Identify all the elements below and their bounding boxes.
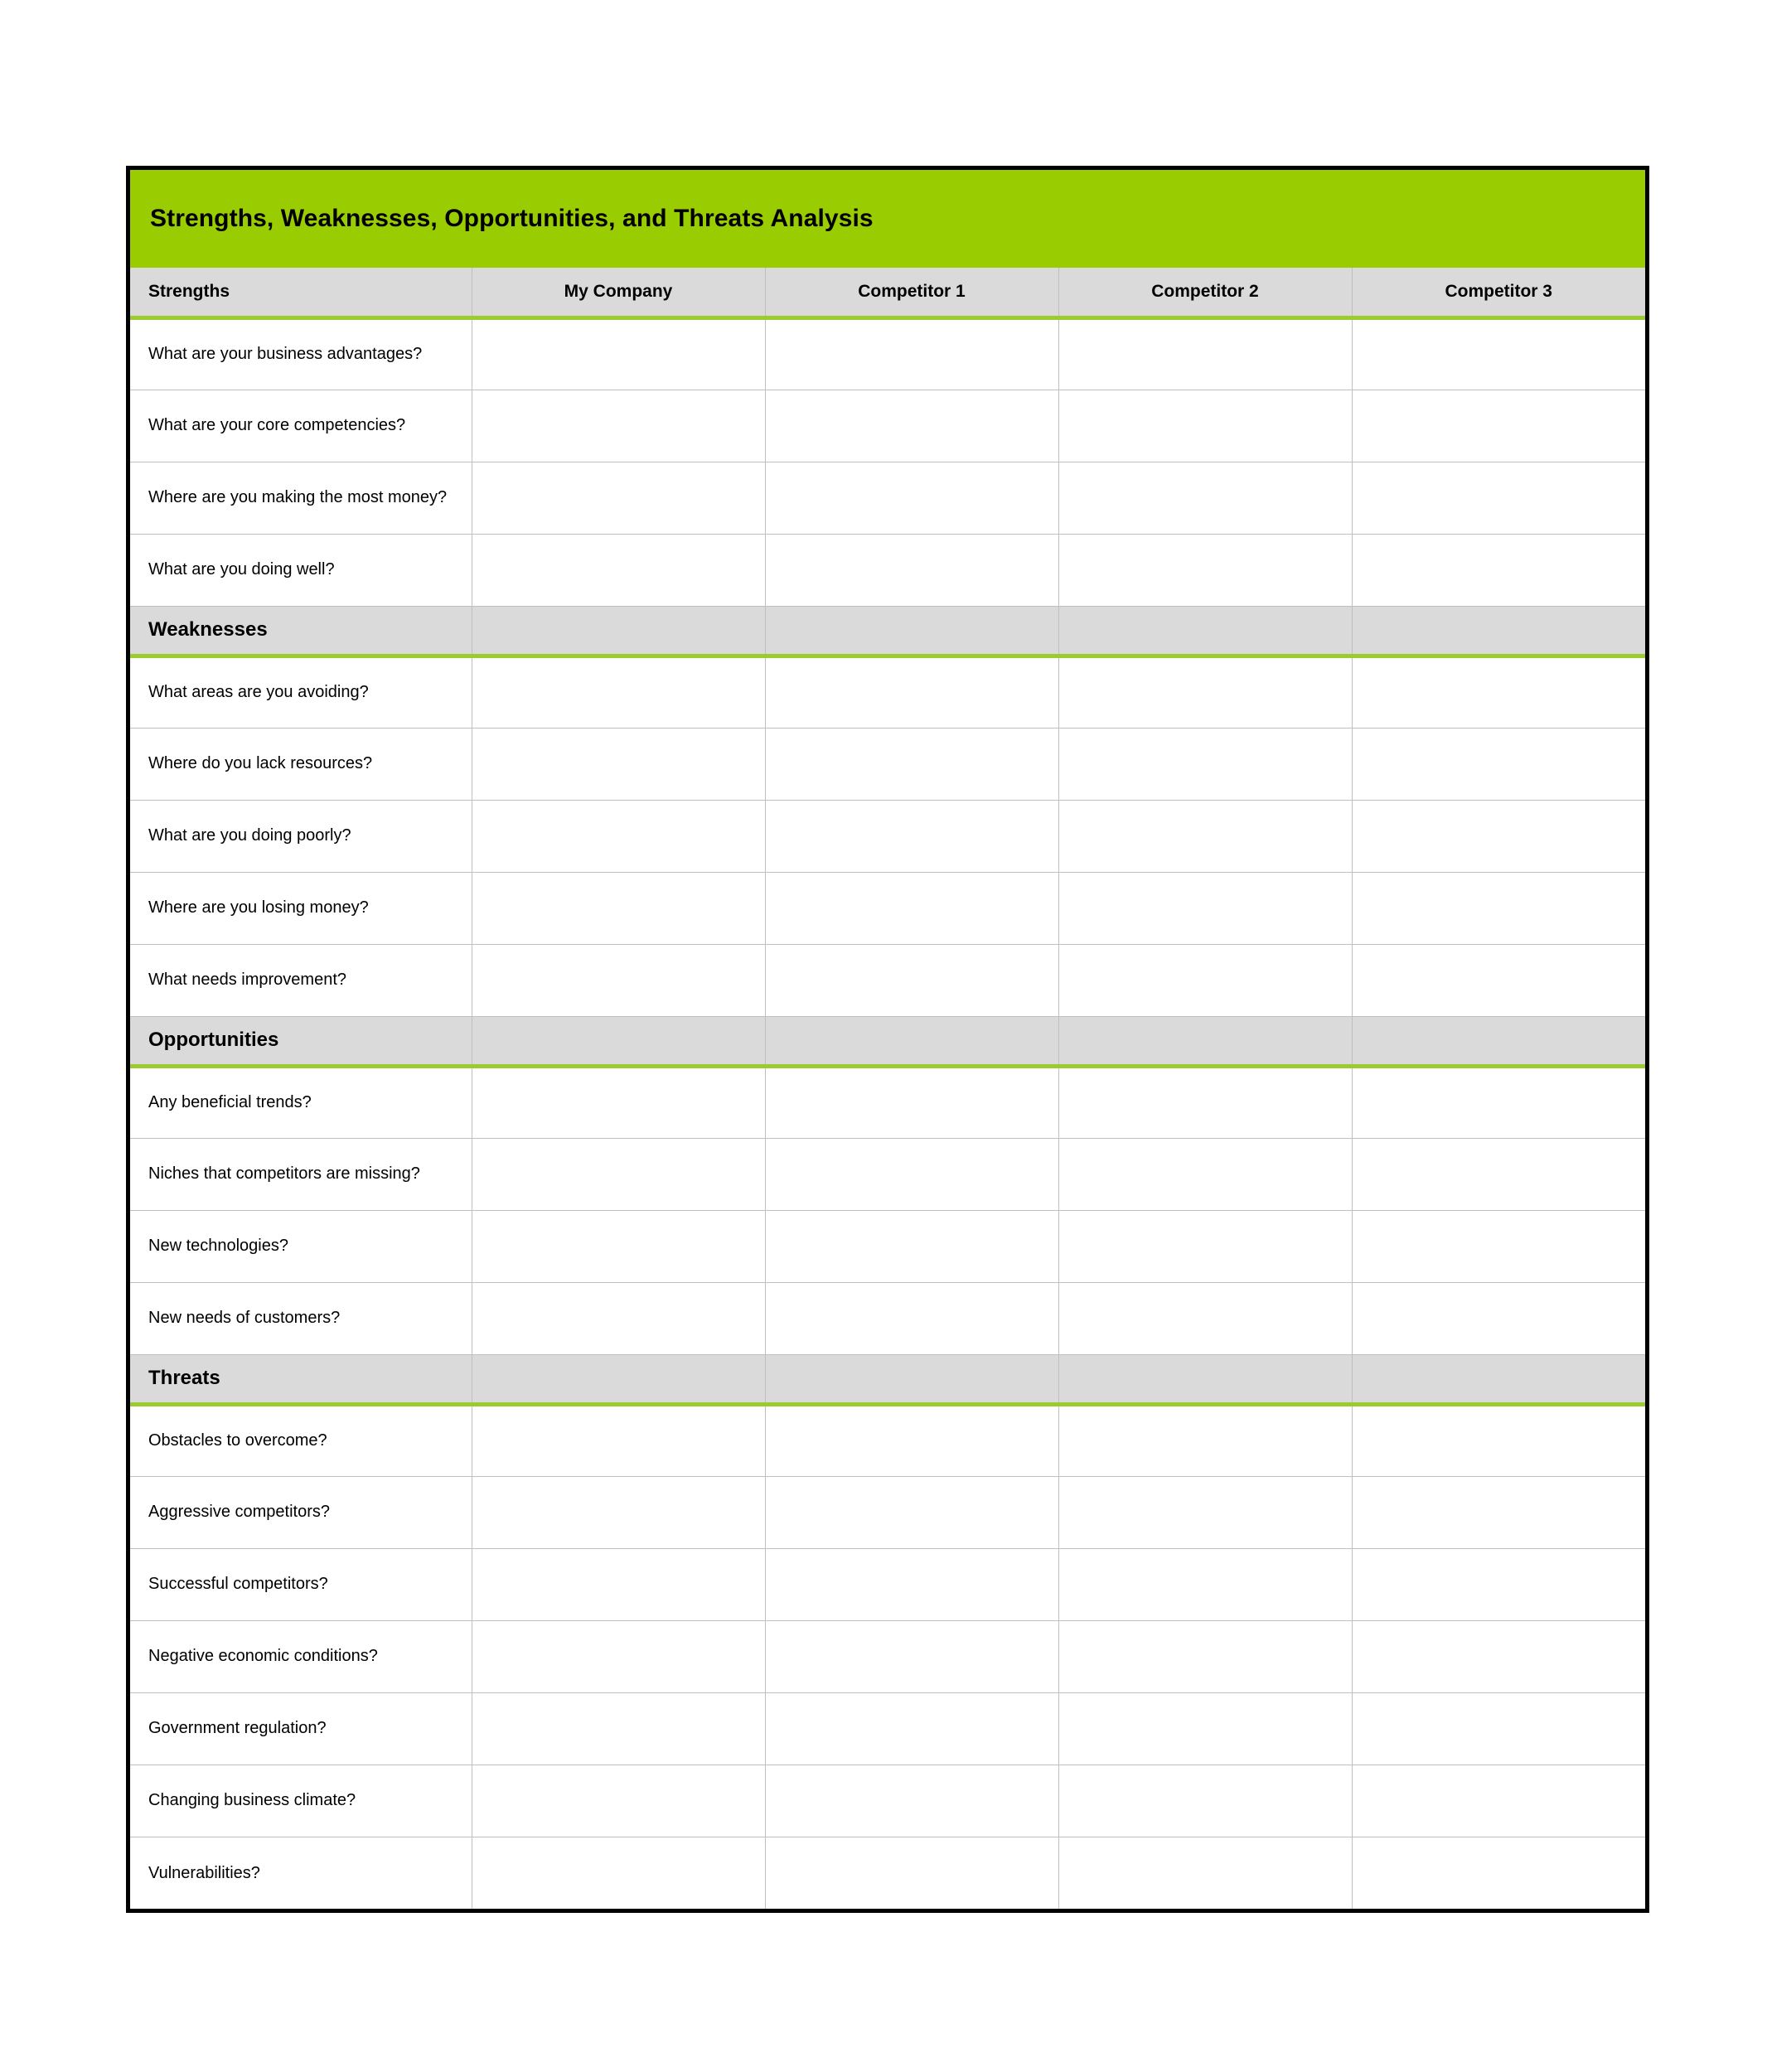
question-label: What needs improvement? [130, 944, 472, 1016]
table-row [130, 1476, 1645, 1548]
column-header-4: Competitor 3 [1352, 268, 1645, 317]
answer-cell-competitor-3[interactable] [1352, 1210, 1645, 1282]
answer-cell-competitor-1[interactable] [765, 1404, 1058, 1476]
section-header-spacer [765, 1016, 1058, 1066]
question-label: What are your business advantages? [130, 317, 472, 390]
answer-cell-competitor-1[interactable] [765, 534, 1058, 606]
answer-cell-competitor-2[interactable] [1058, 1620, 1352, 1692]
answer-cell-my-company[interactable] [472, 317, 765, 390]
answer-cell-my-company[interactable] [472, 1138, 765, 1210]
answer-cell-competitor-3[interactable] [1352, 534, 1645, 606]
answer-cell-my-company[interactable] [472, 1692, 765, 1765]
question-label: Aggressive competitors? [130, 1476, 472, 1548]
section-header-threats: Threats [130, 1354, 472, 1404]
section-header-row [130, 1354, 1645, 1404]
table-row [130, 1620, 1645, 1692]
question-label: Vulnerabilities? [130, 1837, 472, 1909]
answer-cell-competitor-3[interactable] [1352, 944, 1645, 1016]
table-row [130, 462, 1645, 534]
answer-cell-competitor-3[interactable] [1352, 728, 1645, 800]
answer-cell-competitor-3[interactable] [1352, 1476, 1645, 1548]
title-banner-row [130, 170, 1645, 268]
table-row [130, 1765, 1645, 1837]
table-row [130, 656, 1645, 728]
table-row [130, 1138, 1645, 1210]
section-header-spacer [472, 1354, 765, 1404]
answer-cell-my-company[interactable] [472, 390, 765, 462]
answer-cell-competitor-2[interactable] [1058, 462, 1352, 534]
answer-cell-competitor-3[interactable] [1352, 1066, 1645, 1138]
answer-cell-competitor-1[interactable] [765, 1548, 1058, 1620]
swot-analysis-table [130, 170, 1645, 1909]
answer-cell-my-company[interactable] [472, 1765, 765, 1837]
answer-cell-my-company[interactable] [472, 462, 765, 534]
question-label: What are your core competencies? [130, 390, 472, 462]
question-label: Where are you making the most money? [130, 462, 472, 534]
answer-cell-competitor-3[interactable] [1352, 1404, 1645, 1476]
answer-cell-my-company[interactable] [472, 656, 765, 728]
section-header-spacer [472, 1016, 765, 1066]
section-header-spacer [1058, 1016, 1352, 1066]
answer-cell-competitor-3[interactable] [1352, 1765, 1645, 1837]
section-header-opportunities: Opportunities [130, 1016, 472, 1066]
question-label: What are you doing well? [130, 534, 472, 606]
title-banner-cell [130, 170, 1645, 268]
section-header-spacer [1352, 1016, 1645, 1066]
answer-cell-competitor-1[interactable] [765, 1765, 1058, 1837]
answer-cell-my-company[interactable] [472, 728, 765, 800]
section-header-spacer [1058, 606, 1352, 656]
answer-cell-competitor-2[interactable] [1058, 1765, 1352, 1837]
answer-cell-competitor-1[interactable] [765, 1282, 1058, 1354]
answer-cell-competitor-3[interactable] [1352, 1620, 1645, 1692]
section-header-spacer [1352, 606, 1645, 656]
answer-cell-my-company[interactable] [472, 1837, 765, 1909]
answer-cell-competitor-1[interactable] [765, 1138, 1058, 1210]
answer-cell-competitor-2[interactable] [1058, 1476, 1352, 1548]
answer-cell-my-company[interactable] [472, 1066, 765, 1138]
question-label: Obstacles to overcome? [130, 1404, 472, 1476]
answer-cell-competitor-1[interactable] [765, 1210, 1058, 1282]
answer-cell-competitor-2[interactable] [1058, 728, 1352, 800]
column-header-1: My Company [472, 268, 765, 317]
answer-cell-competitor-1[interactable] [765, 462, 1058, 534]
answer-cell-my-company[interactable] [472, 1210, 765, 1282]
question-label: Successful competitors? [130, 1548, 472, 1620]
table-row [130, 1282, 1645, 1354]
answer-cell-my-company[interactable] [472, 872, 765, 944]
answer-cell-competitor-3[interactable] [1352, 1548, 1645, 1620]
answer-cell-competitor-2[interactable] [1058, 1066, 1352, 1138]
question-label: Changing business climate? [130, 1765, 472, 1837]
table-row [130, 1692, 1645, 1765]
swot-analysis-table-container [126, 166, 1649, 1913]
answer-cell-my-company[interactable] [472, 944, 765, 1016]
answer-cell-competitor-1[interactable] [765, 1066, 1058, 1138]
question-label: What are you doing poorly? [130, 800, 472, 872]
answer-cell-competitor-2[interactable] [1058, 1210, 1352, 1282]
question-label: New needs of customers? [130, 1282, 472, 1354]
section-header-weaknesses: Weaknesses [130, 606, 472, 656]
answer-cell-competitor-2[interactable] [1058, 656, 1352, 728]
answer-cell-competitor-2[interactable] [1058, 1282, 1352, 1354]
answer-cell-competitor-3[interactable] [1352, 800, 1645, 872]
section-header-row [130, 1016, 1645, 1066]
table-row [130, 728, 1645, 800]
answer-cell-competitor-1[interactable] [765, 1620, 1058, 1692]
section-header-spacer [1058, 1354, 1352, 1404]
table-row [130, 872, 1645, 944]
table-row [130, 1066, 1645, 1138]
answer-cell-competitor-1[interactable] [765, 944, 1058, 1016]
answer-cell-competitor-2[interactable] [1058, 390, 1352, 462]
answer-cell-competitor-2[interactable] [1058, 800, 1352, 872]
answer-cell-competitor-3[interactable] [1352, 390, 1645, 462]
column-header-row [130, 268, 1645, 317]
answer-cell-competitor-2[interactable] [1058, 944, 1352, 1016]
answer-cell-competitor-3[interactable] [1352, 462, 1645, 534]
section-header-spacer [765, 606, 1058, 656]
question-label: Where are you losing money? [130, 872, 472, 944]
question-label: Government regulation? [130, 1692, 472, 1765]
question-label: New technologies? [130, 1210, 472, 1282]
answer-cell-competitor-2[interactable] [1058, 1692, 1352, 1765]
answer-cell-my-company[interactable] [472, 1620, 765, 1692]
question-label: Any beneficial trends? [130, 1066, 472, 1138]
table-row [130, 1210, 1645, 1282]
answer-cell-competitor-2[interactable] [1058, 1404, 1352, 1476]
answer-cell-competitor-1[interactable] [765, 656, 1058, 728]
answer-cell-competitor-2[interactable] [1058, 872, 1352, 944]
column-header-2: Competitor 1 [765, 268, 1058, 317]
answer-cell-competitor-2[interactable] [1058, 317, 1352, 390]
table-row [130, 1837, 1645, 1909]
answer-cell-competitor-3[interactable] [1352, 656, 1645, 728]
answer-cell-my-company[interactable] [472, 1404, 765, 1476]
question-label: Where do you lack resources? [130, 728, 472, 800]
answer-cell-competitor-1[interactable] [765, 1692, 1058, 1765]
answer-cell-competitor-2[interactable] [1058, 1837, 1352, 1909]
table-row [130, 800, 1645, 872]
table-row [130, 944, 1645, 1016]
table-row [130, 1404, 1645, 1476]
answer-cell-competitor-3[interactable] [1352, 1837, 1645, 1909]
answer-cell-competitor-1[interactable] [765, 800, 1058, 872]
answer-cell-my-company[interactable] [472, 1282, 765, 1354]
answer-cell-competitor-3[interactable] [1352, 872, 1645, 944]
table-row [130, 390, 1645, 462]
column-header-3: Competitor 2 [1058, 268, 1352, 317]
answer-cell-competitor-1[interactable] [765, 1837, 1058, 1909]
section-header-strengths: Strengths [130, 268, 472, 317]
table-row [130, 317, 1645, 390]
answer-cell-competitor-1[interactable] [765, 872, 1058, 944]
answer-cell-competitor-1[interactable] [765, 390, 1058, 462]
answer-cell-my-company[interactable] [472, 800, 765, 872]
question-label: Negative economic conditions? [130, 1620, 472, 1692]
table-row [130, 1548, 1645, 1620]
table-row [130, 534, 1645, 606]
answer-cell-my-company[interactable] [472, 534, 765, 606]
section-header-row [130, 606, 1645, 656]
section-header-spacer [472, 606, 765, 656]
answer-cell-competitor-3[interactable] [1352, 317, 1645, 390]
question-label: What areas are you avoiding? [130, 656, 472, 728]
answer-cell-my-company[interactable] [472, 1548, 765, 1620]
question-label: Niches that competitors are missing? [130, 1138, 472, 1210]
answer-cell-competitor-2[interactable] [1058, 534, 1352, 606]
answer-cell-competitor-1[interactable] [765, 728, 1058, 800]
answer-cell-competitor-2[interactable] [1058, 1138, 1352, 1210]
answer-cell-competitor-2[interactable] [1058, 1548, 1352, 1620]
answer-cell-my-company[interactable] [472, 1476, 765, 1548]
page-title: Strengths, Weaknesses, Opportunities, and Threats Analysis [150, 205, 874, 232]
answer-cell-competitor-3[interactable] [1352, 1138, 1645, 1210]
answer-cell-competitor-1[interactable] [765, 317, 1058, 390]
section-header-spacer [1352, 1354, 1645, 1404]
answer-cell-competitor-3[interactable] [1352, 1282, 1645, 1354]
answer-cell-competitor-3[interactable] [1352, 1692, 1645, 1765]
section-header-spacer [765, 1354, 1058, 1404]
answer-cell-competitor-1[interactable] [765, 1476, 1058, 1548]
